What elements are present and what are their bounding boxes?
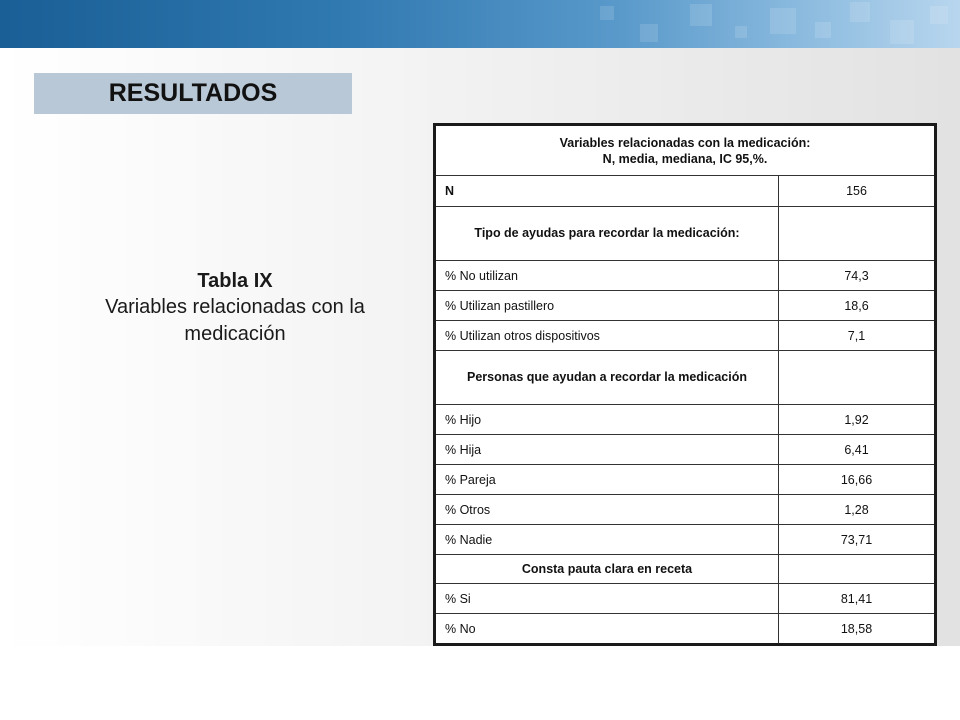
row-label: % Si xyxy=(435,584,779,614)
row-value: 1,28 xyxy=(779,495,936,525)
row-value: 74,3 xyxy=(779,261,936,291)
row-label: % Utilizan otros dispositivos xyxy=(435,321,779,351)
table-row xyxy=(435,176,936,207)
row-label: % No utilizan xyxy=(435,261,779,291)
results-table xyxy=(433,123,937,646)
row-label: % No xyxy=(435,614,779,645)
row-value: 73,71 xyxy=(779,525,936,555)
section-row xyxy=(435,555,936,584)
row-value: 7,1 xyxy=(779,321,936,351)
section-label: Tipo de ayudas para recordar la medicación: xyxy=(435,207,779,261)
table-title-cell xyxy=(435,125,936,176)
row-label: % Hijo xyxy=(435,405,779,435)
row-value: 18,58 xyxy=(779,614,936,645)
row-label: % Otros xyxy=(435,495,779,525)
table-row xyxy=(435,261,936,291)
row-value: 6,41 xyxy=(779,435,936,465)
row-label: % Hija xyxy=(435,435,779,465)
table-row xyxy=(435,405,936,435)
caption-subtitle: Variables relacionadas con la medicación xyxy=(105,296,365,345)
table-row xyxy=(435,525,936,555)
header-banner xyxy=(0,0,960,48)
row-label: N xyxy=(435,176,779,207)
section-value-empty xyxy=(779,555,936,584)
section-label: Consta pauta clara en receta xyxy=(435,555,779,584)
table-title-line1: Variables relacionadas con la medicación: xyxy=(559,135,811,150)
row-value: 81,41 xyxy=(779,584,936,614)
section-row xyxy=(435,207,936,261)
section-heading: RESULTADOS xyxy=(34,73,352,114)
row-value: 1,92 xyxy=(779,405,936,435)
table-row xyxy=(435,584,936,614)
table-title-row xyxy=(435,125,936,176)
row-label: % Pareja xyxy=(435,465,779,495)
row-label: % Utilizan pastillero xyxy=(435,291,779,321)
table-row xyxy=(435,465,936,495)
row-label: % Nadie xyxy=(435,525,779,555)
table-row xyxy=(435,291,936,321)
section-label: Personas que ayudan a recordar la medicación xyxy=(435,351,779,405)
table-row xyxy=(435,321,936,351)
table-row xyxy=(435,435,936,465)
table-row xyxy=(435,495,936,525)
section-value-empty xyxy=(779,351,936,405)
row-value: 18,6 xyxy=(779,291,936,321)
table-row xyxy=(435,614,936,645)
row-value: 16,66 xyxy=(779,465,936,495)
caption-title: Tabla IX xyxy=(197,270,273,292)
row-value: 156 xyxy=(779,176,936,207)
section-value-empty xyxy=(779,207,936,261)
table-caption xyxy=(60,268,410,348)
section-row xyxy=(435,351,936,405)
table-title-line2: N, media, mediana, IC 95,%. xyxy=(602,151,768,166)
